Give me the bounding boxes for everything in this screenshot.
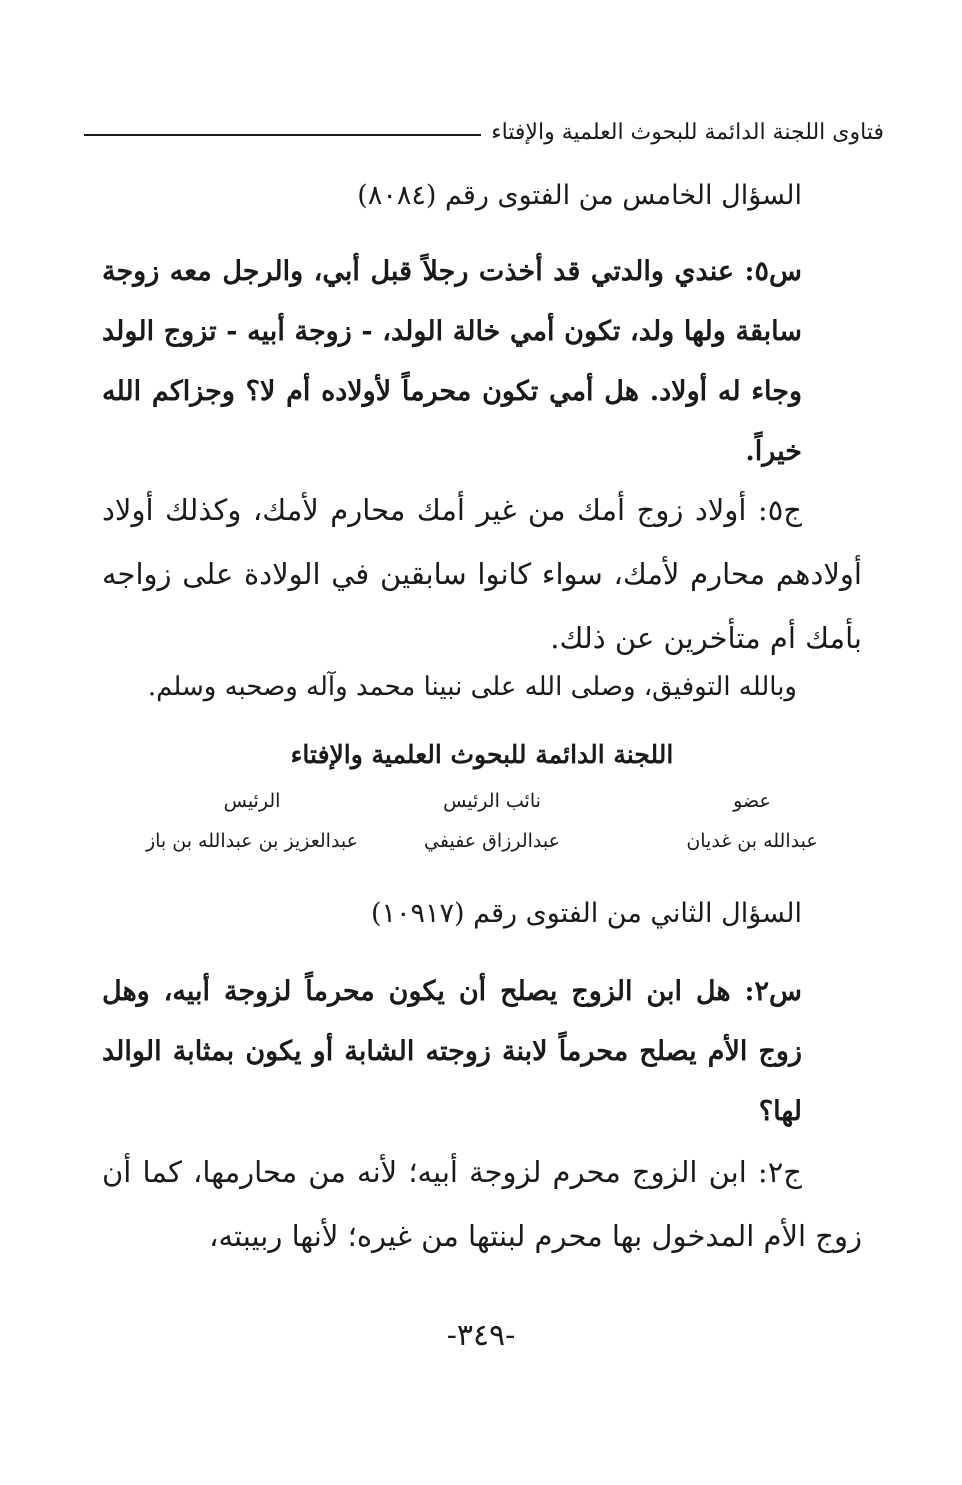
fatwa1-closing: وبالله التوفيق، وصلى الله على نبينا محمد وآله وصحبه وسلم. (147, 672, 797, 702)
member-3 (112, 790, 392, 852)
fatwa1-question: س٥: عندي والدتي قد أخذت رجلاً قبل أبي، والرجل معه زوجة سابقة ولها ولد، تكون أمي خالة الولد، - زوجة أبيه - تزوج الولد وجاء له أولاد. هل أمي تكون محرماً لأولاده أم لا؟ وجزاكم الله خيراً. (102, 256, 802, 467)
member-role: نائب الرئيس (443, 790, 541, 812)
committee-members (102, 790, 862, 870)
running-header (84, 112, 884, 152)
committee-name: اللجنة الدائمة للبحوث العلمية والإفتاء (290, 740, 674, 769)
member-2 (382, 790, 602, 852)
fatwa2-question: س٢: هل ابن الزوج يصلح أن يكون محرماً لزوجة أبيه، وهل زوج الأم يصلح محرماً لابنة زوجته الشابة أو يكون بمثابة الوالد لها؟ (102, 976, 802, 1127)
fatwa2-title: السؤال الثاني من الفتوى رقم (١٠٩١٧) (370, 898, 802, 929)
fatwa1-title: السؤال الخامس من الفتوى رقم (٨٠٨٤) (357, 180, 802, 211)
member-role: عضو (733, 790, 771, 812)
header-title: فتاوى اللجنة الدائمة للبحوث العلمية والإفتاء (491, 119, 884, 145)
fatwa2-answer: ج٢: ابن الزوج محرم لزوجة أبيه؛ لأنه من محارمها، كما أن زوج الأم المدخول بها محرم لبنتها من غيره؛ لأنها ربيبته، (102, 1155, 862, 1253)
member-name: عبدالرزاق عفيفي (424, 830, 560, 852)
member-name: عبدالعزيز بن عبدالله بن باز (145, 830, 359, 852)
member-name: عبدالله بن غديان (686, 830, 818, 852)
header-rule (84, 134, 481, 136)
member-role: الرئيس (223, 790, 281, 812)
member-1 (662, 790, 842, 852)
page-number: -٣٤٩- (446, 1318, 516, 1353)
fatwa1-answer: ج٥: أولاد زوج أمك من غير أمك محارم لأمك، وكذلك أولاد أولادهم محارم لأمك، سواء كانوا سابقين في الولادة على زواجه بأمك أم متأخرين عن ذلك. (102, 493, 862, 655)
